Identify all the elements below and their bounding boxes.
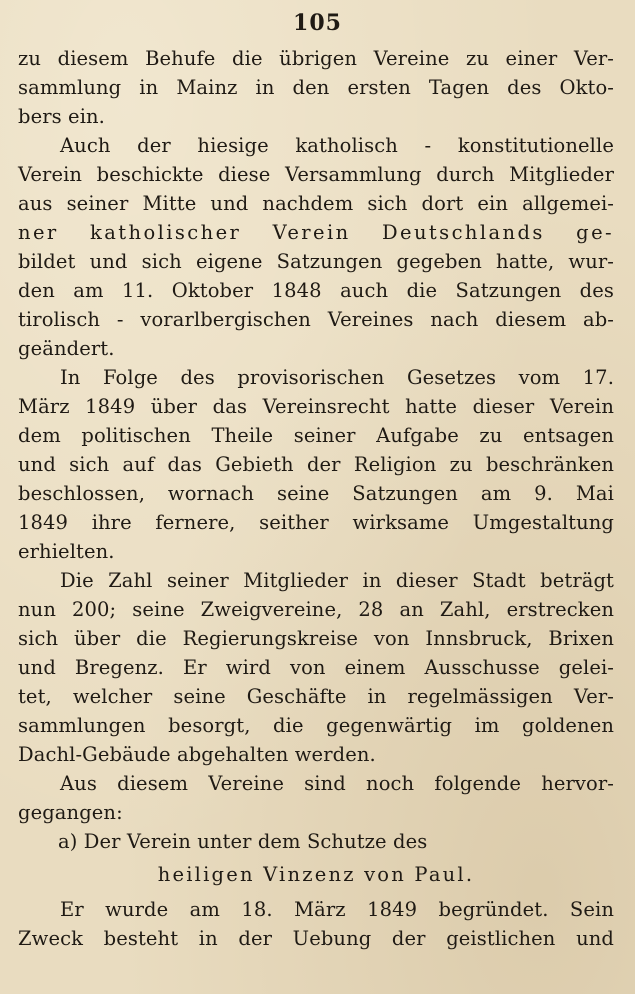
page-number: 105 [293,10,342,36]
text-line: bers ein. [18,105,105,128]
text-line: sich über die Regierungskreise von Innsbruck, Brixen [18,627,614,650]
text-line: Verein beschickte diese Versammlung durch Mitglieder [18,163,614,186]
body-text [18,44,614,953]
text-line: sammlungen besorgt, die gegenwärtig im goldenen [18,714,614,737]
section-heading: a) Der Verein unter dem Schutze des [58,830,428,853]
text-line: dem politischen Theile seiner Aufgabe zu entsagen [18,424,614,447]
paragraph-start-line: Aus diesem Vereine sind noch folgende hervor- [60,772,614,795]
paragraph-start-line: Er wurde am 18. März 1849 begründet. Sein [60,898,614,921]
text-line: bildet und sich eigene Satzungen gegeben hatte, wur- [18,250,614,273]
text-line: ner katholischer Verein Deutschlands ge- [18,221,614,244]
text-line: und Bregenz. Er wird von einem Ausschusse gelei- [18,656,614,679]
text-line: beschlossen, wornach seine Satzungen am 9. Mai [18,482,614,505]
text-line: und sich auf das Gebieth der Religion zu beschränken [18,453,614,476]
text-line: Zweck besteht in der Uebung der geistlichen und [18,927,614,950]
text-line: erhielten. [18,540,115,563]
text-line: gegangen: [18,801,123,824]
text-line: geändert. [18,337,115,360]
text-line: nun 200; seine Zweigvereine, 28 an Zahl, erstrecken [18,598,614,621]
text-line: März 1849 über das Vereinsrecht hatte dieser Verein [18,395,614,418]
section-heading-subtitle: heiligen Vinzenz von Paul. [157,863,475,886]
text-line: den am 11. Oktober 1848 auch die Satzungen des [18,279,614,302]
text-line: 1849 ihre fernere, seither wirksame Umgestaltung [18,511,614,534]
paragraph-start-line: Die Zahl seiner Mitglieder in dieser Stadt beträgt [60,569,614,592]
paragraph-start-line: In Folge des provisorischen Gesetzes vom 17. [60,366,614,389]
text-line: sammlung in Mainz in den ersten Tagen des Okto- [18,76,614,99]
paragraph-start-line: Auch der hiesige katholisch - konstitutionelle [60,134,614,157]
text-line: aus seiner Mitte und nachdem sich dort ein allgemei- [18,192,614,215]
text-line: tet, welcher seine Geschäfte in regelmässigen Ver- [18,685,614,708]
text-line: Dachl-Gebäude abgehalten werden. [18,743,376,766]
text-line: zu diesem Behufe die übrigen Vereine zu einer Ver- [18,47,614,70]
text-line: tirolisch - vorarlbergischen Vereines nach diesem ab- [18,308,614,331]
